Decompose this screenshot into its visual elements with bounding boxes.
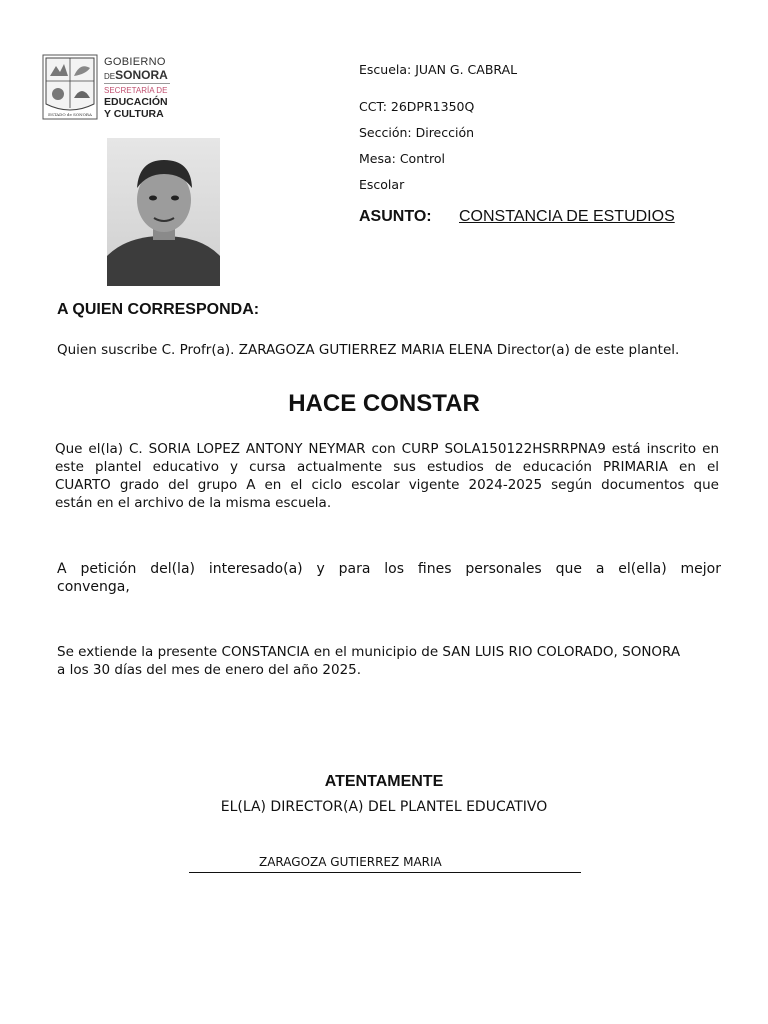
intro-paragraph: Quien suscribe C. Profr(a). ZARAGOZA GUTIERREZ MARIA ELENA Director(a) de este plantel. bbox=[57, 342, 680, 358]
director-title: EL(LA) DIRECTOR(A) DEL PLANTEL EDUCATIVO bbox=[220, 799, 548, 815]
signer-name: ZARAGOZA GUTIERREZ MARIA bbox=[259, 855, 442, 869]
paragraph-line: Se extiende la presente CONSTANCIA en el municipio de SAN LUIS RIO COLORADO, SONORA bbox=[57, 644, 681, 660]
gobierno-sonora-logo bbox=[42, 54, 174, 122]
logo-line-educacion: EDUCACIÓN bbox=[104, 96, 168, 108]
paragraph-line: están en el archivo de la misma escuela. bbox=[55, 495, 332, 511]
closing: ATENTAMENTE bbox=[324, 773, 444, 790]
salutation: A QUIEN CORRESPONDA: bbox=[57, 301, 260, 318]
desk-continued: Escolar bbox=[359, 177, 405, 192]
state-seal-icon bbox=[42, 54, 98, 120]
paragraph-line: A petición del(la) interesado(a) y para los fines personales que a el(ella) mejor bbox=[57, 561, 721, 577]
paragraph-line: Que el(la) C. SORIA LOPEZ ANTONY NEYMAR con CURP SOLA150122HSRRPNA9 está inscrito en bbox=[55, 441, 719, 457]
logo-line-secretaria: SECRETARÍA DE bbox=[104, 86, 168, 95]
paragraph-line: CUARTO grado del grupo A en el ciclo escolar vigente 2024-2025 según documentos que bbox=[55, 477, 719, 493]
logo-divider bbox=[104, 83, 170, 84]
paragraph-line: a los 30 días del mes de enero del año 2025. bbox=[57, 662, 362, 678]
issuance-paragraph bbox=[57, 643, 721, 679]
student-photo bbox=[107, 138, 220, 286]
certification-paragraph bbox=[55, 440, 719, 512]
logo-line-gobierno: GOBIERNO bbox=[104, 56, 166, 68]
paragraph-line: este plantel educativo y cursa actualmente sus estudios de educación PRIMARIA en el bbox=[55, 459, 719, 475]
school-name: Escuela: JUAN G. CABRAL bbox=[359, 62, 518, 77]
signature-line bbox=[189, 872, 581, 873]
logo-line-cultura: Y CULTURA bbox=[104, 108, 164, 120]
logo-line-sonora: DESONORA bbox=[104, 68, 168, 82]
school-cct: CCT: 26DPR1350Q bbox=[359, 99, 475, 114]
request-paragraph bbox=[57, 560, 721, 596]
document-heading: HACE CONSTAR bbox=[288, 390, 480, 417]
desk: Mesa: Control bbox=[359, 151, 446, 166]
subject-value: CONSTANCIA DE ESTUDIOS bbox=[459, 208, 675, 225]
paragraph-line: convenga, bbox=[57, 579, 130, 595]
svg-text:ESTADO de SONORA: ESTADO de SONORA bbox=[48, 112, 92, 117]
section: Sección: Dirección bbox=[359, 125, 475, 140]
subject-label: ASUNTO: bbox=[359, 208, 432, 225]
